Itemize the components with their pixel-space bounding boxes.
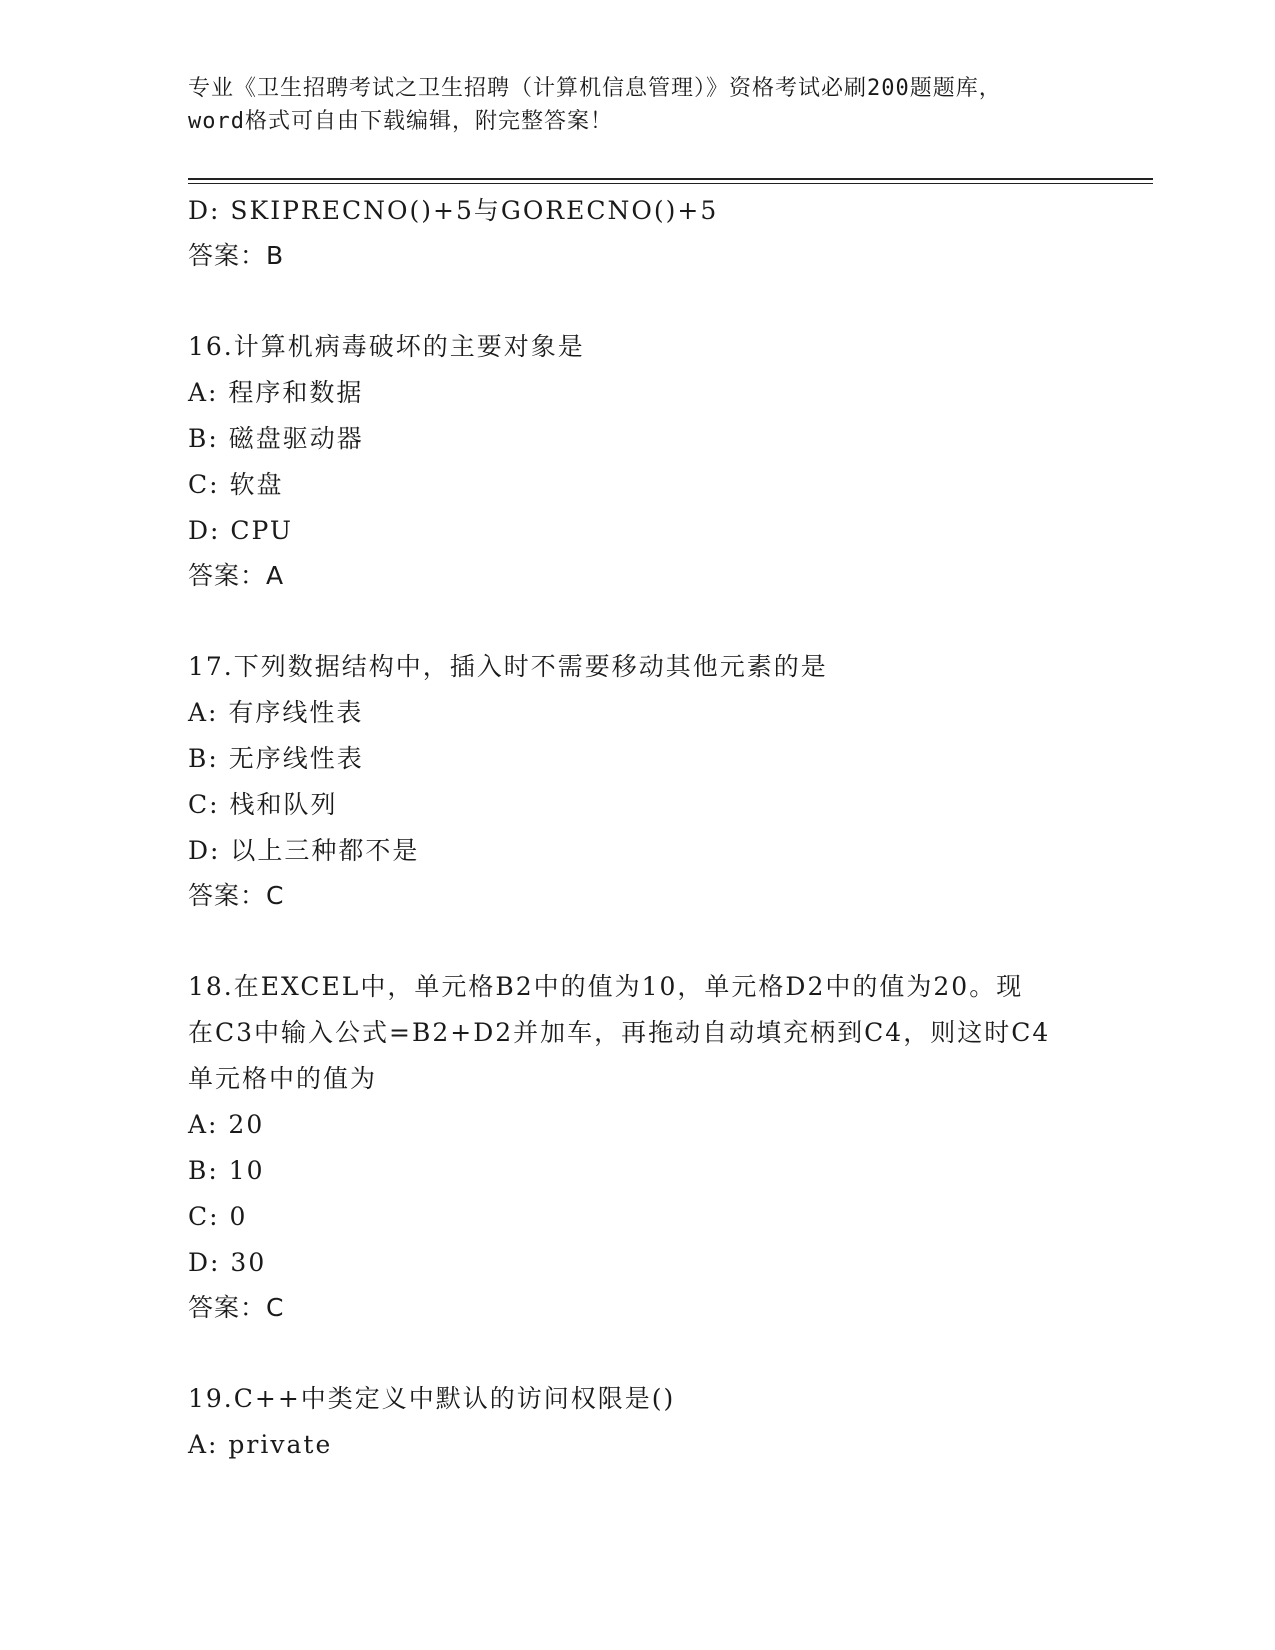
header-line-2: word格式可自由下载编辑，附完整答案！ — [188, 109, 613, 134]
question-16 — [188, 324, 1088, 598]
question-list — [188, 188, 1088, 1468]
option-c: C: 栈和队列 — [188, 790, 338, 819]
header-divider-thin — [188, 183, 1153, 184]
question-stem-line-2: 在C3中输入公式=B2+D2并加车，再拖动自动填充柄到C4，则这时C4 — [188, 1018, 1051, 1047]
answer: 答案：B — [188, 241, 285, 270]
document-header — [188, 72, 1088, 138]
option-a: A: private — [188, 1430, 333, 1459]
question-stem: 16.计算机病毒破坏的主要对象是 — [188, 332, 585, 361]
option-c: C: 0 — [188, 1202, 248, 1231]
option-a: A: 20 — [188, 1110, 265, 1139]
question-19 — [188, 1376, 1088, 1468]
option-c: C: 软盘 — [188, 470, 284, 499]
option-a: A: 有序线性表 — [188, 698, 364, 727]
question-stem: 19.C++中类定义中默认的访问权限是() — [188, 1384, 676, 1413]
question-18 — [188, 964, 1088, 1330]
header-divider — [188, 178, 1153, 180]
question-15-tail — [188, 188, 1088, 278]
option-b: B: 无序线性表 — [188, 744, 364, 773]
option-b: B: 磁盘驱动器 — [188, 424, 364, 453]
question-17 — [188, 644, 1088, 918]
option-d: D: SKIPRECNO()+5与GORECNO()+5 — [188, 196, 719, 225]
header-line-1: 专业《卫生招聘考试之卫生招聘（计算机信息管理）》资格考试必刷200题题库， — [188, 76, 1002, 101]
option-d: D: 30 — [188, 1248, 267, 1277]
question-stem: 17.下列数据结构中，插入时不需要移动其他元素的是 — [188, 652, 828, 681]
answer: 答案：A — [188, 561, 285, 590]
answer: 答案：C — [188, 1293, 285, 1322]
answer: 答案：C — [188, 881, 285, 910]
option-b: B: 10 — [188, 1156, 265, 1185]
question-stem-line-1: 18.在EXCEL中，单元格B2中的值为10，单元格D2中的值为20。现 — [188, 972, 1024, 1001]
option-a: A: 程序和数据 — [188, 378, 364, 407]
question-stem-line-3: 单元格中的值为 — [188, 1064, 378, 1093]
option-d: D: CPU — [188, 516, 293, 545]
option-d: D: 以上三种都不是 — [188, 836, 420, 865]
